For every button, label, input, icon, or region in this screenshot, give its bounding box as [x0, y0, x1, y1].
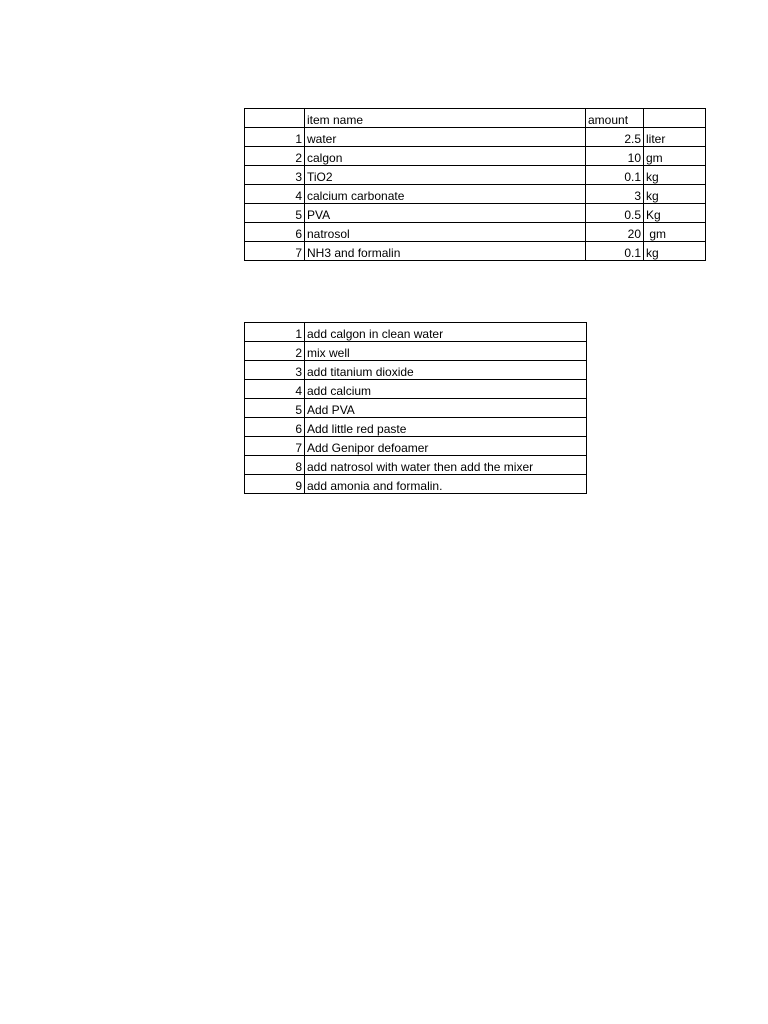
step-row: [245, 380, 587, 399]
row-no-cell: 4: [245, 185, 305, 204]
step-text-cell: add natrosol with water then add the mixer: [305, 456, 587, 475]
step-row: [245, 361, 587, 380]
step-row: [245, 342, 587, 361]
header-item-name-cell: item name: [305, 109, 586, 128]
item-name-cell: calgon: [305, 147, 586, 166]
step-row: [245, 475, 587, 494]
unit-cell: Kg: [644, 204, 706, 223]
step-row: [245, 437, 587, 456]
header-no-cell: [245, 109, 305, 128]
step-text-cell: Add little red paste: [305, 418, 587, 437]
row-no-cell: 2: [245, 147, 305, 166]
materials-row: [245, 185, 706, 204]
amount-cell: 0.1: [586, 166, 644, 185]
step-row: [245, 399, 587, 418]
item-name-cell: NH3 and formalin: [305, 242, 586, 261]
header-amount-cell: amount: [586, 109, 644, 128]
step-no-cell: 2: [245, 342, 305, 361]
step-row: [245, 418, 587, 437]
step-text-cell: add calgon in clean water: [305, 323, 587, 342]
materials-table: [244, 108, 706, 261]
unit-cell: kg: [644, 185, 706, 204]
row-no-cell: 7: [245, 242, 305, 261]
step-text-cell: mix well: [305, 342, 587, 361]
unit-cell: gm: [644, 223, 706, 242]
materials-header-row: [245, 109, 706, 128]
materials-row: [245, 204, 706, 223]
step-no-cell: 3: [245, 361, 305, 380]
unit-cell: kg: [644, 166, 706, 185]
row-no-cell: 3: [245, 166, 305, 185]
step-no-cell: 9: [245, 475, 305, 494]
step-no-cell: 6: [245, 418, 305, 437]
unit-cell: gm: [644, 147, 706, 166]
item-name-cell: calcium carbonate: [305, 185, 586, 204]
step-row: [245, 323, 587, 342]
step-no-cell: 1: [245, 323, 305, 342]
materials-row: [245, 242, 706, 261]
amount-cell: 2.5: [586, 128, 644, 147]
row-no-cell: 5: [245, 204, 305, 223]
item-name-cell: water: [305, 128, 586, 147]
materials-row: [245, 147, 706, 166]
materials-row: [245, 128, 706, 147]
header-unit-cell: [644, 109, 706, 128]
item-name-cell: TiO2: [305, 166, 586, 185]
step-row: [245, 456, 587, 475]
unit-cell: kg: [644, 242, 706, 261]
amount-cell: 20: [586, 223, 644, 242]
row-no-cell: 6: [245, 223, 305, 242]
step-no-cell: 5: [245, 399, 305, 418]
amount-cell: 10: [586, 147, 644, 166]
materials-row: [245, 166, 706, 185]
step-no-cell: 4: [245, 380, 305, 399]
step-text-cell: add amonia and formalin.: [305, 475, 587, 494]
step-no-cell: 7: [245, 437, 305, 456]
step-text-cell: add calcium: [305, 380, 587, 399]
item-name-cell: natrosol: [305, 223, 586, 242]
steps-table: [244, 322, 587, 494]
step-no-cell: 8: [245, 456, 305, 475]
amount-cell: 0.1: [586, 242, 644, 261]
row-no-cell: 1: [245, 128, 305, 147]
step-text-cell: Add Genipor defoamer: [305, 437, 587, 456]
materials-row: [245, 223, 706, 242]
step-text-cell: Add PVA: [305, 399, 587, 418]
amount-cell: 0.5: [586, 204, 644, 223]
unit-cell: liter: [644, 128, 706, 147]
step-text-cell: add titanium dioxide: [305, 361, 587, 380]
amount-cell: 3: [586, 185, 644, 204]
item-name-cell: PVA: [305, 204, 586, 223]
